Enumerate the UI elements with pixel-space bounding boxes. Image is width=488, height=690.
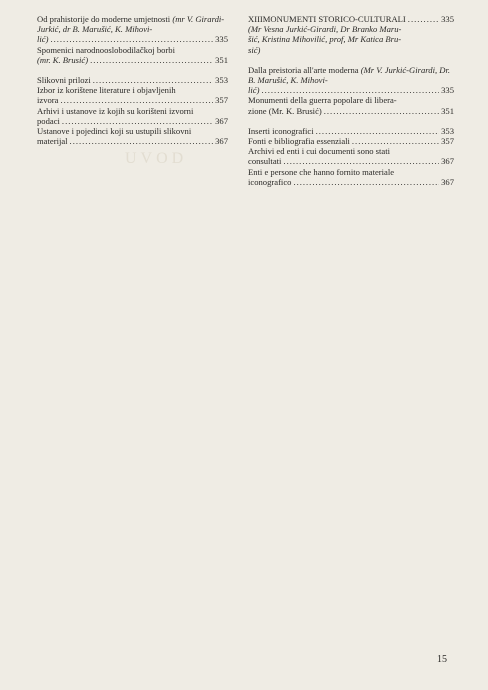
toc-entry-page: 367 <box>441 156 454 167</box>
toc-entry-title: Ustanove i pojedinci koji su ustupili slikovni <box>37 126 192 137</box>
toc-section-heading[interactable] <box>248 14 454 55</box>
bleed-through-text: UVOD <box>125 150 188 167</box>
toc-entry-continuation: izvora <box>37 95 59 106</box>
toc-entry-page: 367 <box>215 115 228 126</box>
toc-entry-page: 351 <box>441 105 454 116</box>
toc-entry-author: lić) <box>37 34 49 45</box>
toc-entry-continuation: podaci <box>37 115 60 126</box>
toc-entry-page: 353 <box>215 75 228 86</box>
toc-entry-page: 351 <box>215 54 228 65</box>
toc-entry-author: šić, Kristina Mihovilić, prof, Mr Katica Bru- <box>248 34 402 45</box>
toc-entry[interactable] <box>37 75 228 85</box>
toc-entry-continuation: materijal <box>37 136 68 147</box>
toc-entry[interactable] <box>248 126 454 136</box>
page-number: 15 <box>437 654 447 665</box>
toc-entry-title: Archivi ed enti i cui documenti sono stati <box>248 146 391 157</box>
toc-entry-title: Od prahistorije do moderne umjetnosti (mr V. Girardi-Jurkić, dr B. Marušić, K. Mihovi- <box>37 14 225 35</box>
toc-entry-page: 335 <box>215 34 228 45</box>
toc-entry-title: Fonti e bibliografia essenziali <box>248 136 350 147</box>
toc-entry-page: 357 <box>215 95 228 106</box>
toc-entry-title: Enti e persone che hanno fornito materiale <box>248 166 395 177</box>
toc-entry-page: 335 <box>441 85 454 96</box>
toc-entry-author: lić) <box>248 85 260 96</box>
toc-entry-page: 367 <box>441 176 454 187</box>
toc-entry[interactable] <box>37 14 228 45</box>
toc-entry-page: 335 <box>441 14 454 24</box>
toc-entry-author: (Mr Vesna Jurkić-Girardi, Dr Branko Maru- <box>248 24 402 35</box>
toc-column-croatian <box>37 14 228 146</box>
toc-entry-continuation: iconografico <box>248 176 292 187</box>
toc-entry-title: Inserti iconografici <box>248 125 314 136</box>
toc-section-title: XIIIMONUMENTI STORICO-CULTURALI <box>248 14 406 24</box>
toc-entry-title: Izbor iz korištene literature i objavljenih <box>37 85 176 96</box>
toc-entry[interactable] <box>248 146 454 166</box>
toc-entry-page: 367 <box>215 136 228 147</box>
toc-entry-author: sić) <box>248 44 261 55</box>
toc-column-italian <box>248 14 454 187</box>
toc-entry-title: Dalla preistoria all'arte moderna (Mr V. Jurkić-Girardi, Dr. B. Marušić, K. Mihovi- <box>248 64 451 86</box>
toc-entry[interactable] <box>248 136 454 146</box>
toc-entry-author: (mr. K. Brusić) <box>37 54 89 65</box>
toc-entry-page: 353 <box>441 125 454 136</box>
toc-entry-page: 357 <box>441 136 454 147</box>
toc-entry-continuation: zione (Mr. K. Brusić) <box>248 105 322 116</box>
toc-entry[interactable] <box>37 85 228 105</box>
toc-entry[interactable] <box>37 45 228 65</box>
toc-entry-continuation: consultati <box>248 156 282 167</box>
toc-entry[interactable] <box>248 167 454 187</box>
toc-entry[interactable] <box>248 65 454 96</box>
toc-entry[interactable] <box>248 95 454 115</box>
toc-entry-title: Spomenici narodnooslobodilačkoj borbi <box>37 44 175 55</box>
toc-entry-title: Monumenti della guerra popolare di libera- <box>248 95 397 106</box>
toc-entry-title: Slikovni prilozi <box>37 75 91 86</box>
toc-entry[interactable] <box>37 126 228 146</box>
toc-entry[interactable] <box>37 106 228 126</box>
toc-entry-title: Arhivi i ustanove iz kojih su korišteni izvorni <box>37 105 194 116</box>
